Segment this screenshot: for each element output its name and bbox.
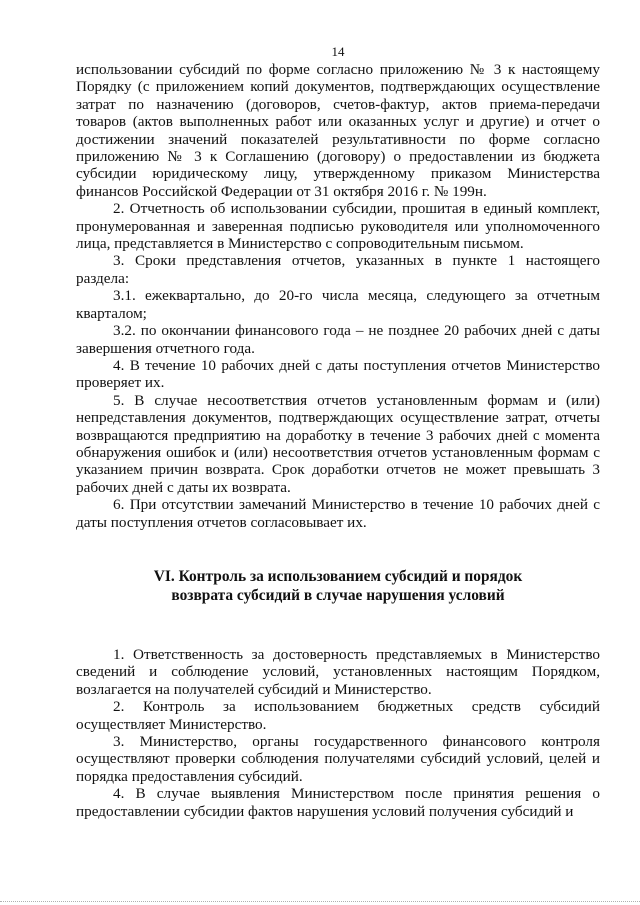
section6-paragraph-4: 4. В случае выявления Министерством после принятия решения о предоставлении субсидии фактов нарушения условий получения субсидий и — [76, 785, 600, 820]
paragraph-4: 4. В течение 10 рабочих дней с даты поступления отчетов Министерство проверяет их. — [76, 356, 600, 392]
paragraph-continuation: использовании субсидий по форме согласно приложению № 3 к настоящему Порядку (с приложением копий документов, подтверждающих осуществление затрат по назначению (договоров, счетов-фактур, актов приема-передачи товаров (актов выполненных работ или оказанных услуг и другие) и отчет о достижении значений показателей результативности по форме согласно приложению № 3 к Соглашению (договору) о предоставлении из бюджета субсидии юридическому лицу, утвержденному приказом Министерства финансов Российской Федерации от 31 октября 2016 г. № 199н. — [76, 61, 600, 200]
document-body — [76, 61, 600, 820]
page-number: 14 — [331, 44, 345, 59]
scan-edge-divider — [0, 899, 640, 902]
section6-paragraph-2: 2. Контроль за использованием бюджетных средств субсидий осуществляет Министерство. — [76, 698, 600, 733]
section6-paragraph-1: 1. Ответственность за достоверность представляемых в Министерство сведений и соблюдение условий, установленных настоящим Порядком, возлагается на получателей субсидий и Министерство. — [76, 645, 600, 698]
section-heading-line-2: возврата субсидий в случае нарушения условий — [171, 586, 505, 604]
document-page — [76, 44, 600, 820]
section-heading-line-1: VI. Контроль за использованием субсидий и порядок — [153, 567, 523, 585]
paragraph-3-2: 3.2. по окончании финансового года – не позднее 20 рабочих дней с даты завершения отчетного года. — [76, 322, 600, 357]
section6-paragraph-3: 3. Министерство, органы государственного финансового контроля осуществляют проверки соблюдения получателями субсидий условий, целей и порядка предоставления субсидий. — [76, 733, 600, 785]
paragraph-3-1: 3.1. ежеквартально, до 20-го числа месяца, следующего за отчетным кварталом; — [76, 287, 600, 322]
paragraph-3: 3. Сроки представления отчетов, указанных в пункте 1 настоящего раздела: — [76, 252, 600, 287]
paragraph-2: 2. Отчетность об использовании субсидии, прошитая в единый комплект, пронумерованная и заверенная подписью руководителя или уполномоченного лица, представляется в Министерство с сопроводительным письмом. — [76, 200, 600, 253]
paragraph-6: 6. При отсутствии замечаний Министерство в течение 10 рабочих дней с даты поступления отчетов согласовывает их. — [76, 496, 600, 531]
paragraph-5: 5. В случае несоответствия отчетов установленным формам и (или) непредставления документов, подтверждающих осуществление затрат, отчеты возвращаются предприятию на доработку в течение 3 рабочих дней с момента обнаружения ошибок и (или) несоответствия отчетов установленным формам с указанием причин возврата. Срок доработки отчетов не может превышать 3 рабочих дней с даты их возврата. — [76, 391, 600, 496]
section-heading — [76, 567, 600, 605]
